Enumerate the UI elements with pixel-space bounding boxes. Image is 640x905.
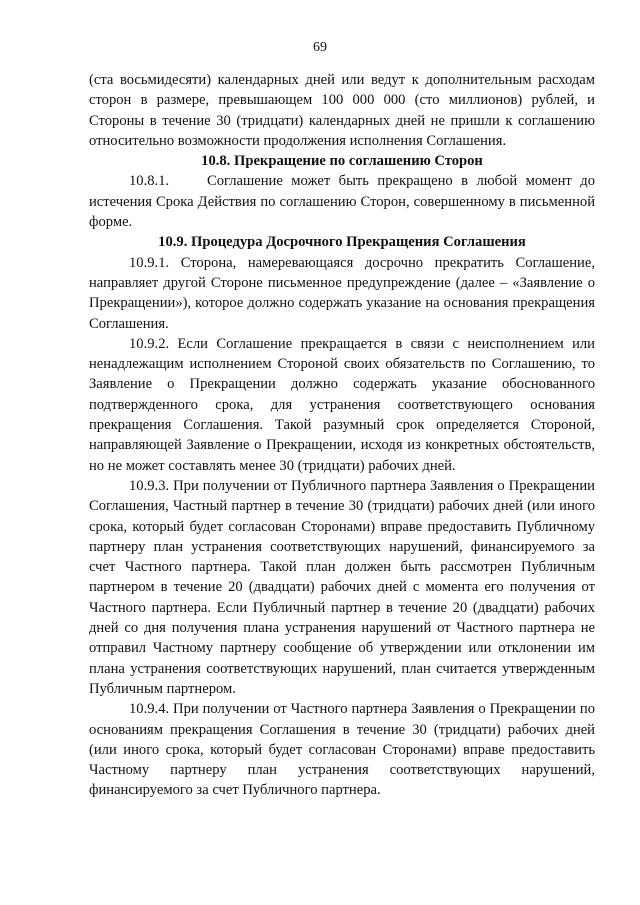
paragraph-10-8-1 [89,171,595,232]
paragraph-10-9-2: 10.9.2. Если Соглашение прекращается в связи с неисполнением или ненадлежащим исполнением Стороной своих обязательств по Соглашению, то Заявление о Прекращении должно содержать указание обоснованного подтвержденного срока, для устранения соответствующего основания прекращения Соглашения. Такой разумный срок определяется Стороной, направляющей Заявление о Прекращении, исходя из конкретных обстоятельств, но не может составлять менее 30 (тридцати) рабочих дней. [89,335,595,474]
continuation-paragraph: (ста восьмидесяти) календарных дней или ведут к дополнительным расходам сторон в размере, превышающем 100 000 000 (сто миллионов) рублей, и Стороны в течение 30 (тридцати) календарных дней не пришли к соглашению относительно возможности продолжения исполнения Соглашения. [89,72,595,149]
page-number: 69 [313,40,327,55]
document-body [89,70,595,801]
section-10-9-heading: 10.9. Процедура Досрочного Прекращения Соглашения [158,234,526,251]
paragraph-10-9-1: 10.9.1. Сторона, намеревающаяся досрочно прекратить Соглашение, направляет другой Стороне письменное предупреждение (далее – «Заявление о Прекращении»), которое должно содержать указание на основания прекращения Соглашения. [89,254,595,332]
paragraph-10-9-3: 10.9.3. При получении от Публичного партнера Заявления о Прекращении Соглашения, Частный партнер в течение 30 (тридцати) рабочих дней (или иного срока, который будет согласован Сторонами) вправе предоставить Публичному партнеру план устранения соответствующих нарушений, финансируемого за счет Частного партнера. Такой план должен быть рассмотрен Публичным партнером в течение 20 (двадцати) рабочих дней с момента его получения от Частного партнера. Если Публичный партнер в течение 20 (двадцати) рабочих дней со дня получения плана устранения нарушений от Частного партнера не отправил Частному партнеру сообщение об утверждении или отклонении им плана устранения соответствующих нарушений, план считается утвержденным Публичным партнером. [89,477,595,697]
paragraph-text: Соглашение может быть прекращено в любой момент до истечения Срока Действия по соглашению Сторон, совершенному в письменной форме. [89,173,595,231]
paragraph-10-9-4: 10.9.4. При получении от Частного партнера Заявления о Прекращении по основаниям прекращения Соглашения в течение 30 (тридцати) рабочих дней (или иного срока, который будет согласован Сторонами) вправе предоставить Частному партнеру план устранения соответствующих нарушений, финансируемого за счет Публичного партнера. [89,701,595,799]
paragraph-number: 10.8.1. [129,173,170,190]
section-10-8-heading: 10.8. Прекращение по соглашению Сторон [201,153,483,170]
